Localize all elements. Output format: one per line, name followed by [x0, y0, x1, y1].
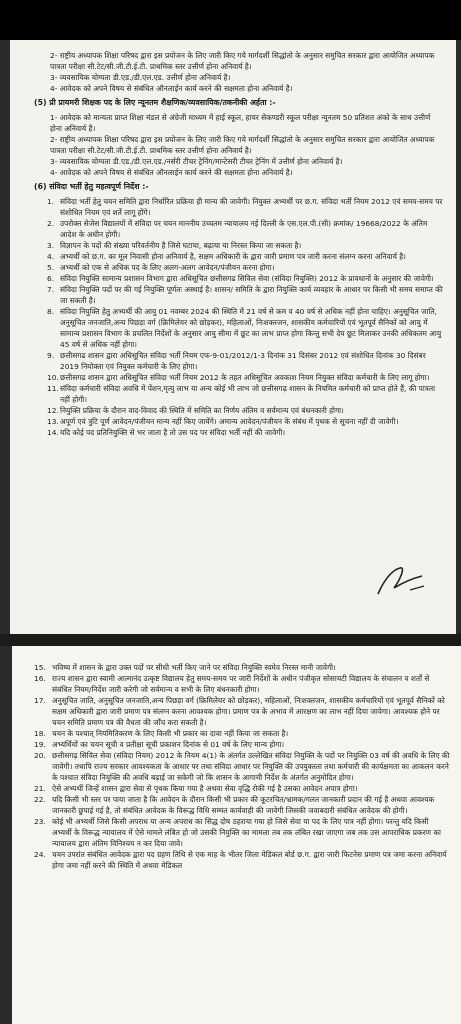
list-item: 21. ऐसे अभ्यर्थी जिन्हें शासन द्वारा सेवा से पृथक किया गया है अथवा सेवा वृद्धि रोकी गई है उसका आवेदन अपात्र होगा। — [34, 784, 358, 793]
list-item: 7. संविदा नियुक्ति पदों पर की गई नियुक्ति पूर्णतः अस्थाई है। शासन/ समिति के द्वारा नियुक्ति कार्य व्यवहार के आधार पर किसी भी समय समाप्त की जा सकती है। — [47, 285, 443, 305]
list-item: 24. चयन उपरांत संबंधित आवेदक द्वारा पद ग्रहण तिथि से एक माह के भीतर जिला मेडिकल बोर्ड छ.ग. द्वारा जारी फिटनेस प्रमाण पत्र जमा करना अनिवार्य होगा जमा नहीं करने की स्थिति में अथवा मेडिकल — [34, 850, 447, 870]
list-item: 17. अनुसूचित जाति, अनुसूचित जनजाति,अन्य पिछड़ा वर्ग (क्रिमिलेयर को छोड़कर), महिलाओं, निःशक्तजन, शासकीय कर्मचारियों एवं भूतपूर्व सैनिकों को सक्षम अधिकारी द्वारा जारी प्रमाण पत्र संलग्न करना आवश्यक होगा। प्रमाण पत्र के अभाव में आरक्षण का लाभ नहीं दिया जावेगा। आवश्यक होने पर चयन समिति प्रमाण पत्र की वैधता की जाँच करा सकती है। — [34, 696, 445, 727]
list-item: 16. राज्य शासन द्वारा स्वामी आत्मानंद उत्कृष्ट विद्यालय हेतु समय-समय पर जारी निर्देशों के अधीन पंजीकृत सोसायटी विद्यालय के संचालन व शर्तों से संबंधित नियम/निर्देश जारी करेगी जो सर्वमान्य व सभी के लिए बंधनकारी होगा। — [34, 674, 430, 694]
list-item: 9. छत्तीसगढ शासन द्वारा अधिसूचित संविदा भर्ती नियम एफ-9-01/2012/1-3 दिनांक 31 दिसंबर 2012 एवं संशोधित दिनांक 30 दिसंबर 2019 नियोक्ता एवं नियुक्त कर्मचारी के लिए होगा। — [47, 351, 426, 371]
document-page-1 — [10, 40, 456, 634]
document-page-2 — [12, 646, 461, 1024]
list-item: 4. अभ्यर्थी को छ.ग. का मूल निवासी होना अनिवार्य है, सक्षम अधिकारी के द्वारा जारी प्रमाण पत्र जारी करना संलग्न करना अनिवार्य है। — [47, 252, 406, 261]
list-item: 13. अपूर्ण एवं त्रुटि पूर्ण आवेदन/पंजीयन मान्य नहीं किए जायेंगे। अमान्य आवेदन/पंजीयन के संबंध में पृथक से सूचना नहीं दी जावेगी। — [47, 417, 399, 426]
list-item: 2- राष्ट्रीय अध्यापक शिक्षा परिषद द्वारा इस प्रयोजन के लिए जारी किए गये मार्गदर्शी सिद्धांतो के अनुसार समुचित सरकार द्वारा आयोजित अध्यापक पात्रता परीक्षा सी.टेट/सी.जी.टी.ई.टी. प्राथमिक स्तर उत्तीर्ण होना अनिवार्य है। — [50, 135, 435, 155]
page1-content — [34, 50, 444, 438]
signature-mark — [370, 560, 430, 600]
list-item: 4- आवेदक को अपने विषय से संबंधित ऑनलाईन कार्य करने की सक्षमता होना अनिवार्य है। — [50, 168, 293, 177]
list-item: 1- आवेदक को मान्यता प्राप्त शिक्षा मंडल से अंग्रेजी माध्यम में हाई स्कूल, हायर सेकण्डरी स्कूल परीक्षा न्यूनतम 50 प्रतिशत अंको के साथ उत्तीर्ण होना अनिवार्य है। — [50, 113, 431, 133]
list-item: 6. संविदा नियुक्ति सामान्य प्रशासन विभाग द्वारा अधिसूचित छत्तीसगढ सिविल सेवा (संविदा नियुक्ति) 2012 के प्रावधानों के अनुसार की जावेगी। — [47, 274, 434, 283]
list-item: 10. छत्तीसगढ शासन द्वारा अधिसूचित संविदा भर्ती नियम 2012 के तहत अधिसूचित अवकाश नियम नियुक्त संविदा कर्मचारी के लिए लागू होगा। — [47, 373, 430, 382]
list-item: 19. अभ्यर्थियों का चयन सूची व प्रतीक्षा सूची प्रकाशन दिनांक से 01 वर्ष के लिए मान्य होगा। — [34, 740, 285, 749]
list-item: 4- आवेदक को अपने विषय से संबंधित ऑनलाईन कार्य करने की सक्षमता होना अनिवार्य है। — [50, 84, 293, 93]
list-item: 12. नियुक्ति प्रक्रिया के दौरान वाद-विवाद की स्थिति में समिति का निर्णय अंतिम व सर्वमान्य एवं बंधनकारी होगा। — [47, 406, 344, 415]
section-heading: (6) संविदा भर्ती हेतु महत्वपूर्ण निर्देश :- — [34, 182, 149, 191]
list-item: 8. संविदा नियुक्ति हेतु अभ्यर्थी की आयु 01 नवम्बर 2024 की स्थिति में 21 वर्ष से कम व 40 वर्ष से अधिक नहीं होना चाहिए। अनुसूचित जाति, अनुसूचित जनजाति,अन्य पिछड़ा वर्ग (क्रिमिलेयर को छोड़कर), महिलाओं, निःशक्तजन, शासकीय कर्मचारियों एवं भूतपूर्व सैनिकों को आयु में सामान्य प्रशासन विभाग के प्रचलित निर्देशों के अनुसार आयु सीमा में छूट का लाभ प्राप्त होगा किन्तु सभी देय छूट मिलाकर उनकी अधिकतम आयु 45 वर्ष से अधिक नहीं होगा। — [47, 307, 442, 349]
top-black-bar — [0, 0, 461, 40]
section-heading: (5) प्री प्रायमरी शिक्षक पद के लिए न्यूनतम शैक्षणिक/व्यवसायिक/तकनीकी अर्हता :- — [34, 98, 276, 107]
list-item: 22. यदि किसी भी स्तर पर पाया जाता है कि आवेदन के दौरान किसी भी प्रकार की कूटरचित/भ्रामक/गलत जानकारी प्रदान की गई है अथवा आवश्यक जानकारी छुपाई गई है, तो संबंधित आवेदक के विरूद्ध विधि सम्मत कार्यवाही की जावेगी जिसकी जवाबदारी संबंधित आवेदक की होगी। — [34, 795, 435, 815]
page-separator — [0, 634, 461, 646]
list-item: 20. छत्तीसगढ़ सिविल सेवा (संविदा नियम) 2012 के नियम 4(1) के अंतर्गत उल्लेखित संविदा नियुक्ति के पदों पर नियुक्ति 03 वर्ष की अवधि के लिए की जावेगी। तथापि राज्य सरकार आवश्यकता के आधार पर तथा संविदा आधार पर नियुक्ति की उपयुक्तता तथा कर्मचारी की कार्यक्षमता का आकलन करने के पश्चात संविदा नियुक्ति की अवधि बढ़ाई जा सकेगी जो कि शासन के आगामी निर्देश के अंतर्गत अनुमोदित होगा। — [34, 751, 450, 782]
instructions-list — [34, 196, 444, 438]
page2-content — [20, 662, 450, 871]
list-item: 11. संविदा कर्मचारी संविदा अवधि में पेंशन,मृत्यु लाभ या अन्य कोई भी लाभ जो छत्तीसगढ़ शासन के नियमित कर्मचारी को प्राप्त होते हैं, की पात्रता नहीं होगी। — [47, 384, 435, 404]
list-item: 2. उपरोक्त सेजेस विद्यालयों में संविदा पर चयन माननीय उच्चतम न्यायालय नई दिल्ली के एस.एल.पी.(सी) क्रमांक/ 19668/2022 के अंतिम आदेश के अधीन होगी। — [47, 219, 428, 239]
list-item: 3- व्यवसायिक योग्यता डी.एड./डी.एल.एड. उत्तीर्ण होना अनिवार्य है। — [50, 73, 231, 82]
list-item: 18. चयन के पश्चात् नियमितिकरण के लिए किसी भी प्रकार का दावा नहीं किया जा सकता है। — [34, 729, 289, 738]
list-item: 15. भविष्य में शासन के द्वारा उक्त पदों पर सीधी भर्ती किए जाने पर संविदा नियुक्ति स्वमेव निरस्त मानी जावेगी। — [34, 663, 336, 672]
list-item: 3- व्यवसायिक योग्यता डी.एड./डी.एल.एड./नर्सरी टीचर ट्रेनिंग/मान्टेसरी टीचर ट्रेनिंग में उत्तीर्ण होना अनिवार्य है। — [50, 157, 343, 166]
list-item: 1. संविदा भर्ती हेतु चयन समिति द्वारा निर्धारित प्रक्रिया ही मान्य की जावेगी। नियुक्त अभ्यर्थी पर छ.ग. संविदा भर्ती नियम 2012 एवं समय-समय पर संशोधित नियम एवं शर्ते लागू होंगे। — [47, 197, 443, 217]
list-item: 23. कोई भी अभ्यर्थी जिसे किसी अपराध या अन्य अपराध का सिद्ध दोष ठहराया गया हो जिसे सेवा या पद के लिए पात्र नहीं होगा। परन्तु यदि किसी अभ्यर्थी के विरूद्ध न्यायालय में ऐसे मामले लंबित हो जो उसकी नियुक्ति का मामला तब तक लंबित रखा जाएगा जब तक उस आपराधिक प्रकरण का न्यायालय द्वारा अंतिम विनिश्चय न कर दिया जावे। — [34, 817, 441, 848]
list-item: 14. यदि कोई पद प्रतिनियुक्ति से भर जाता है तो उस पद पर संविदा भर्ती नहीं की जावेगी। — [47, 428, 286, 437]
list-item: 3. विज्ञापन के पदों की संख्या परिवर्तनीय है जिसे घटाया, बढ़ाया या निरस्त किया जा सकता है। — [47, 241, 302, 250]
list-item: 5. अभ्यर्थी को एक से अधिक पद के लिए अलग-अलग आवेदन/पंजीयन करना होगा। — [47, 263, 275, 272]
list-item: 2- राष्ट्रीय अध्यापक शिक्षा परिषद द्वारा इस प्रयोजन के लिए जारी किए गये मार्गदर्शी सिद्धांतो के अनुसार समुचित सरकार द्वारा आयोजित अध्यापक पात्रता परीक्षा सी.टेट/सी.जी.टी.ई.टी. प्राथमिक स्तर उत्तीर्ण होना अनिवार्य है। — [50, 51, 435, 71]
